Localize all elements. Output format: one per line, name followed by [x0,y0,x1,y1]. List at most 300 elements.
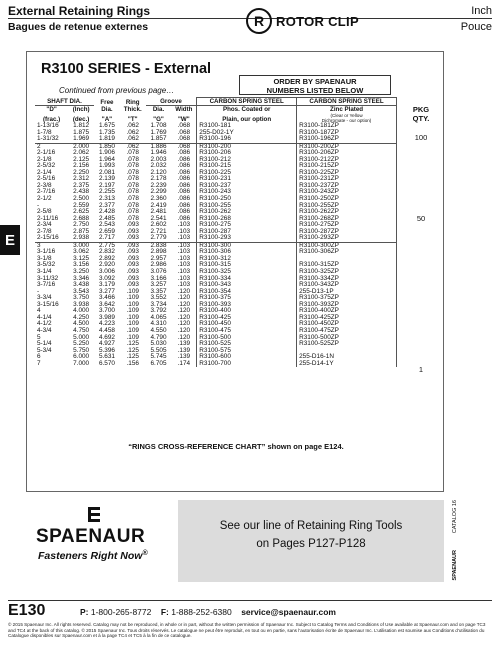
table-cell: 255-D16-1N [297,354,397,361]
table-cell: R3100-206ZP [297,150,397,157]
table-cell: .103 [171,242,196,249]
table-cell: .093 [126,281,139,289]
table-cell: 2.779 [150,234,167,242]
table-cell: 3.466 [98,294,115,302]
table-cell: R3100-237ZP [297,183,397,190]
table-cell: .109 [126,320,139,328]
table-cell: R3100-425 [197,315,297,322]
table-cell: 2.750 [73,221,90,229]
promo-line-1: See our line of Retaining Ring Tools [219,520,403,532]
table-cell: 3-5/32 [37,261,56,269]
table-cell: 2-7/8 [37,227,52,235]
legal-notice: © 2015 Spaenaur Inc. All rights reserved. Catalog may not be reproduced, in whole or in part, without the written permission of Spaenaur Inc. Subject to Catalog Terms and Conditions of Use available at Spaenaur.com and on page TC3 and TC4 at the back of this catalog. © 2015 Spaenaur Inc. Tous droits réservés. Le catalogue ne peut être reproduit, en tout ou en partie, sans l’autorisation écrite de Spaenaur Inc. L’utilisation est soumise aux Conditions d’utilisation du Catalogue disponibles sur Spaenaur.com et à la page TC4 et TC5 à la fin de ce catalogue. [8,622,486,639]
table-cell: 2.986 [150,261,167,269]
table-cell: 3.277 [98,287,115,295]
table-cell: 3-1/4 [37,268,52,276]
table-cell: .078 [126,195,139,203]
table-cell: 4.458 [98,326,115,334]
unit-label-fr: Pouce [460,21,492,33]
table-cell: R3100-450 [197,321,297,328]
groove-width-header: Width [175,106,193,113]
rings-table [35,97,397,367]
table-cell: R3100-375 [197,295,297,302]
table-cell: R3100-525ZP [297,341,397,348]
table-cell: 4.550 [150,326,167,334]
table-cell: R3100-225 [197,170,297,177]
table-cell: 3.092 [98,274,115,282]
logo-text: ROTOR CLIP [276,13,359,29]
table-cell: 3.125 [73,254,90,262]
table-cell: 2.081 [98,168,115,176]
table-cell: R3100-334ZP [297,276,397,283]
table-cell: .109 [126,287,139,295]
table-cell: 2.032 [150,162,167,170]
table-cell: 2.377 [98,201,115,209]
table-cell: 2.688 [73,214,90,222]
pkg-qty-header [401,105,441,123]
rotor-clip-logo [246,6,359,36]
table-cell: .062 [126,128,139,136]
table-cell: R3100-325 [197,269,297,276]
table-cell: R3100-196 [197,136,297,143]
groove-dia-header: Dia. [152,106,165,113]
table-cell: 1-13/16 [37,122,59,129]
table-cell: 3-1/16 [37,248,56,256]
table-cell: 1.969 [73,135,90,143]
table-cell: 3.357 [150,287,167,295]
table-cell: .068 [171,143,196,150]
table-cell: 2.120 [150,168,167,176]
table-cell: .078 [126,181,139,189]
table-cell: 5.396 [98,346,115,354]
table-cell: 2.602 [150,221,167,229]
table-cell: 3.006 [98,268,115,276]
table-cell: R3100-200 [197,143,297,150]
pkg-label: PKG [412,105,430,114]
table-cell: R3100-600 [197,354,297,361]
table-cell: R3100-300ZP [297,242,397,249]
table-cell: 2.500 [73,195,90,203]
table-cell: R3100-231 [197,176,297,183]
spaenaur-brand-block [26,498,166,582]
page-subtitle: Bagues de retenue externes [8,21,149,33]
fax-number: 1-888-252-6380 [171,607,232,617]
table-cell: .120 [177,320,191,328]
table-cell: 4-1/4 [37,313,52,321]
table-cell: .120 [177,326,191,334]
table-cell: .139 [177,340,191,348]
ring-thick-header-2: Thick. [123,106,142,113]
table-cell: R3100-243ZP [297,189,397,196]
table-cell: 2.438 [73,188,90,196]
shaft-frac-header: (frac.) [42,116,61,123]
table-cell: R3100-212ZP [297,157,397,164]
table-cell: .093 [126,274,139,282]
table-cell: 2.957 [150,254,167,262]
table-cell: 2.299 [150,188,167,196]
free-a-header: "A" [101,116,113,123]
page-title: External Retaining Rings [8,4,151,18]
table-cell: 2.775 [94,242,120,249]
table-cell: R3100-200ZP [297,143,397,150]
table-cell: R3100-181 [197,123,297,130]
table-cell: .103 [177,227,191,235]
table-cell: R3100-575 [197,348,297,355]
table-cell: 2.485 [98,214,115,222]
table-cell: .103 [177,281,191,289]
table-cell: 7.000 [73,359,90,367]
order-by-box [239,75,391,95]
table-cell: R3100-312 [197,256,297,263]
table-cell: 2.312 [73,175,90,183]
tools-promo [178,500,444,582]
table-cell: R3100-393 [197,302,297,309]
table-cell: 2.360 [150,195,167,203]
table-cell: 3-3/4 [37,294,52,302]
order-by-line1: ORDER BY SPAENAUR [273,77,357,86]
table-cell: 3.438 [73,281,90,289]
carbon-steel-header: CARBON SPRING STEEL [197,98,297,106]
table-cell: 3 [35,242,68,249]
table-cell: R3100-225ZP [297,170,397,177]
table-cell: .093 [126,268,139,276]
table-cell: .120 [177,287,191,295]
table-cell: .103 [177,248,191,256]
table-cell: 3.257 [150,281,167,289]
table-cell: 2-1/16 [37,149,56,157]
free-dia-header: Free [100,98,114,106]
page-number: E130 [8,602,46,619]
table-cell: .062 [126,122,139,129]
shaft-inch-header: (Inch) [72,106,90,113]
table-cell: .086 [177,195,191,203]
side-brand-label: SPAENAUR [452,550,458,581]
table-cell: R3100-400ZP [297,308,397,315]
table-cell: .174 [177,359,191,367]
table-cell: 1.735 [98,128,115,136]
email-link[interactable]: service@spaenaur.com [241,607,336,617]
table-cell: 3.989 [98,313,115,321]
table-cell: 3.156 [73,261,90,269]
table-cell: R3100-400 [197,308,297,315]
table-cell: .078 [126,175,139,183]
table-cell: R3100-343 [197,282,297,289]
table-cell: 3.792 [150,307,167,315]
table-cell: 1.812 [73,122,90,129]
table-cell: .103 [177,221,191,229]
table-cell: R3100-255 [197,203,297,210]
table-cell: R3100-250ZP [297,196,397,203]
table-cell: 3.076 [150,268,167,276]
table-cell: 5-1/4 [37,340,52,348]
table-cell: 2-1/8 [37,155,52,163]
table-cell: .086 [177,168,191,176]
table-cell: 2.003 [150,155,167,163]
table-cell: 5 [37,333,41,341]
ring-thick-header: Ring [125,98,140,106]
table-cell: 2-11/16 [37,214,59,222]
table-cell: R3100-450ZP [297,321,397,328]
table-cell: R3100-237 [197,183,297,190]
table-cell: R3100-231ZP [297,176,397,183]
table-cell: 3.750 [73,294,90,302]
table-cell: 3.700 [98,307,115,315]
table-cell: 2-7/16 [37,188,56,196]
table-cell: .139 [177,346,191,354]
brand-name: SPAENAUR [36,526,146,547]
table-cell: R3100-393ZP [297,302,397,309]
table-cell: 2.832 [98,248,115,256]
table-cell: R3100-700 [197,361,297,368]
table-cell: .078 [126,168,139,176]
table-cell: .078 [126,201,139,209]
table-cell: 4-1/2 [37,320,52,328]
table-cell: R3100-215ZP [297,163,397,170]
zinc-sub-1: Zinc Plated [297,106,397,114]
table-cell: .086 [177,201,191,209]
pkg-qty-group-3: 1 [418,365,424,374]
cross-reference-note: “RINGS CROSS-REFERENCE CHART” shown on page E124. [128,442,344,451]
table-cell: .068 [177,128,191,136]
table-cell: .086 [177,175,191,183]
table-cell: 4.000 [73,307,90,315]
table-cell: .109 [126,333,139,341]
section-tab: E [0,225,20,255]
table-cell: 2.920 [98,261,115,269]
table-cell: 2.197 [98,181,115,189]
table-cell: 3.250 [73,268,90,276]
table-cell: .109 [126,294,139,302]
carbon-steel-zinc-header: CARBON SPRING STEEL [297,98,397,106]
table-cell: R3100-206 [197,150,297,157]
table-cell: .086 [177,181,191,189]
table-cell: .093 [126,254,139,262]
table-cell: 4.790 [150,333,167,341]
table-cell: 4.310 [150,320,167,328]
table-cell: R3100-375ZP [297,295,397,302]
logo-mark-icon: R [246,8,272,34]
table-cell: .109 [126,313,139,321]
table-cell: R3100-262ZP [297,209,397,216]
table-cell: R3100-306 [197,249,297,256]
table-cell: 2.000 [68,143,94,150]
table-cell: 3.166 [150,274,167,282]
table-cell: 2.559 [73,201,90,209]
table-cell: 1.850 [94,143,120,150]
table-cell: 4-3/4 [37,326,52,334]
qty-label: QTY. [412,114,430,123]
table-cell: 2.938 [73,234,90,242]
table-cell: 3.346 [73,274,90,282]
table-cell: 1.708 [150,122,167,129]
table-cell: R3100-212 [197,157,297,164]
table-cell: .156 [126,359,139,367]
table-cell: R3100-268ZP [297,216,397,223]
table-cell: 2.139 [98,175,115,183]
table-cell: 1-31/32 [37,135,59,143]
table-cell: 3.000 [68,242,94,249]
table-cell: .093 [126,221,139,229]
table-cell: 3.543 [73,287,90,295]
table-cell: 2.250 [73,168,90,176]
table-cell: 255-D14-1Y [297,361,397,368]
table-cell: .120 [177,313,191,321]
table-cell: 2.062 [73,149,90,157]
table-cell: 6.705 [150,359,167,367]
table-cell: .093 [126,248,139,256]
table-cell: 2.543 [98,221,115,229]
table-cell: .078 [126,188,139,196]
table-cell: 1.875 [73,128,90,136]
table-cell: 1.819 [98,135,115,143]
table-cell: R3100-315 [197,262,297,269]
pkg-qty-group-2: 50 [416,214,426,223]
table-cell: R3100-275ZP [297,222,397,229]
table-cell: 6 [37,353,41,361]
table-cell: 7 [37,359,41,367]
table-cell: .093 [126,261,139,269]
order-by-line2: NUMBERS LISTED BELOW [266,86,364,95]
table-cell: 6.000 [73,353,90,361]
table-cell: R3100-287 [197,229,297,236]
table-cell: 2.892 [98,254,115,262]
table-cell: 2.898 [150,248,167,256]
table-cell: R3100-315ZP [297,262,397,269]
table-cell: R3100-293 [197,235,297,242]
table-cell: 2-5/8 [37,208,52,216]
table-cell: 3.062 [73,248,90,256]
carbon-sub-2: Plain, our option [197,113,297,123]
table-cell: R3100-243 [197,189,297,196]
table-cell: R3100-334 [197,276,297,283]
table-cell: 2.255 [98,188,115,196]
carbon-sub-1: Phos. Coated or [197,106,297,114]
table-cell: .086 [177,214,191,222]
table-cell: 2.875 [73,227,90,235]
table-cell: R3100-181ZP [297,123,397,130]
table-cell: R3100-425ZP [297,315,397,322]
table-cell: 5.250 [73,340,90,348]
table-cell: R3100-262 [197,209,297,216]
table-cell: 2-1/4 [37,168,52,176]
table-cell: .078 [126,155,139,163]
table-cell: 3.938 [73,300,90,308]
free-dia-header-2: Dia. [101,106,113,113]
table-cell: 2.156 [73,162,90,170]
table-cell: 2.541 [150,214,167,222]
table-cell: R3100-187ZP [297,130,397,137]
table-cell: R3100-255ZP [297,203,397,210]
table-cell: .120 [177,294,191,302]
catalog-panel [26,51,444,492]
table-cell: 2.178 [150,175,167,183]
table-cell: R3100-343ZP [297,282,397,289]
table-cell: 3.179 [98,281,115,289]
table-cell: .125 [126,340,139,348]
table-cell: .120 [177,300,191,308]
table-cell: .109 [126,326,139,334]
side-catalog-label: CATALOG 16 [452,500,458,534]
table-cell: 1.906 [98,149,115,157]
table-cell: .139 [177,353,191,361]
table-cell: 2-3/4 [37,221,52,229]
table-cell: 1.769 [150,128,167,136]
zinc-sub-2: (Clear or Yellow Dichromate - our option) [297,113,397,123]
table-cell: .068 [177,135,191,143]
table-cell: .093 [126,227,139,235]
table-cell: 2.419 [150,201,167,209]
table-cell: .086 [177,188,191,196]
table-cell: .078 [126,214,139,222]
ring-t-header: "T" [127,116,138,123]
table-cell: 4.927 [98,340,115,348]
table-cell: .078 [126,149,139,157]
table-cell: 3.552 [150,294,167,302]
table-cell: .086 [177,208,191,216]
table-cell: 6.570 [98,359,115,367]
shaft-d-header: "D" [46,106,57,113]
series-title: R3100 SERIES - External [41,61,212,77]
table-cell: 2.838 [146,242,172,249]
table-cell: - [37,201,40,209]
table-cell: 2-5/16 [37,175,56,183]
table-cell: R3100-287ZP [297,229,397,236]
groove-w-header: "W" [177,116,190,123]
table-cell: 2-15/16 [37,234,59,242]
shaft-dia-header: SHAFT DIA. [35,98,94,106]
table-cell: 5.750 [73,346,90,354]
table-cell: 2-3/8 [37,181,52,189]
table-cell: .078 [126,162,139,170]
table-cell: .103 [177,254,191,262]
table-cell: R3100-325ZP [297,269,397,276]
table-cell: 3-15/16 [37,300,59,308]
table-cell: .062 [126,135,139,143]
shaft-dec-header: (dec.) [72,116,90,123]
table-cell: 4.500 [73,320,90,328]
unit-label-en: Inch [471,5,492,17]
groove-g-header: "G" [153,116,164,123]
table-cell: .120 [177,333,191,341]
table-row [35,361,397,368]
table-cell: .103 [177,274,191,282]
table-cell: 1.964 [98,155,115,163]
table-cell: .103 [177,234,191,242]
table-cell: R3100-215 [197,163,297,170]
brand-tagline: Fasteners Right Now® [38,550,148,562]
table-cell: 5.505 [150,346,167,354]
table-cell: R3100-500ZP [297,335,397,342]
table-cell: 3.734 [150,300,167,308]
table-cell: 3.642 [98,300,115,308]
footer-divider [8,600,492,601]
table-cell: R3100-196ZP [297,136,397,143]
table-cell: .103 [177,261,191,269]
table-cell: 2.375 [73,181,90,189]
table-cell: 2.428 [98,208,115,216]
table-cell: - [37,287,40,295]
table-cell: R3100-268 [197,216,297,223]
table-cell: .120 [177,307,191,315]
table-cell: 2.659 [98,227,115,235]
table-cell: 5.030 [150,340,167,348]
phone-number: 1-800-265-8772 [90,607,152,617]
table-cell: 2.313 [98,195,115,203]
table-cell: 1.946 [150,149,167,157]
table-cell: 255-D02-1Y [197,130,297,137]
table-cell: 1.675 [98,122,115,129]
page-header [0,0,500,44]
